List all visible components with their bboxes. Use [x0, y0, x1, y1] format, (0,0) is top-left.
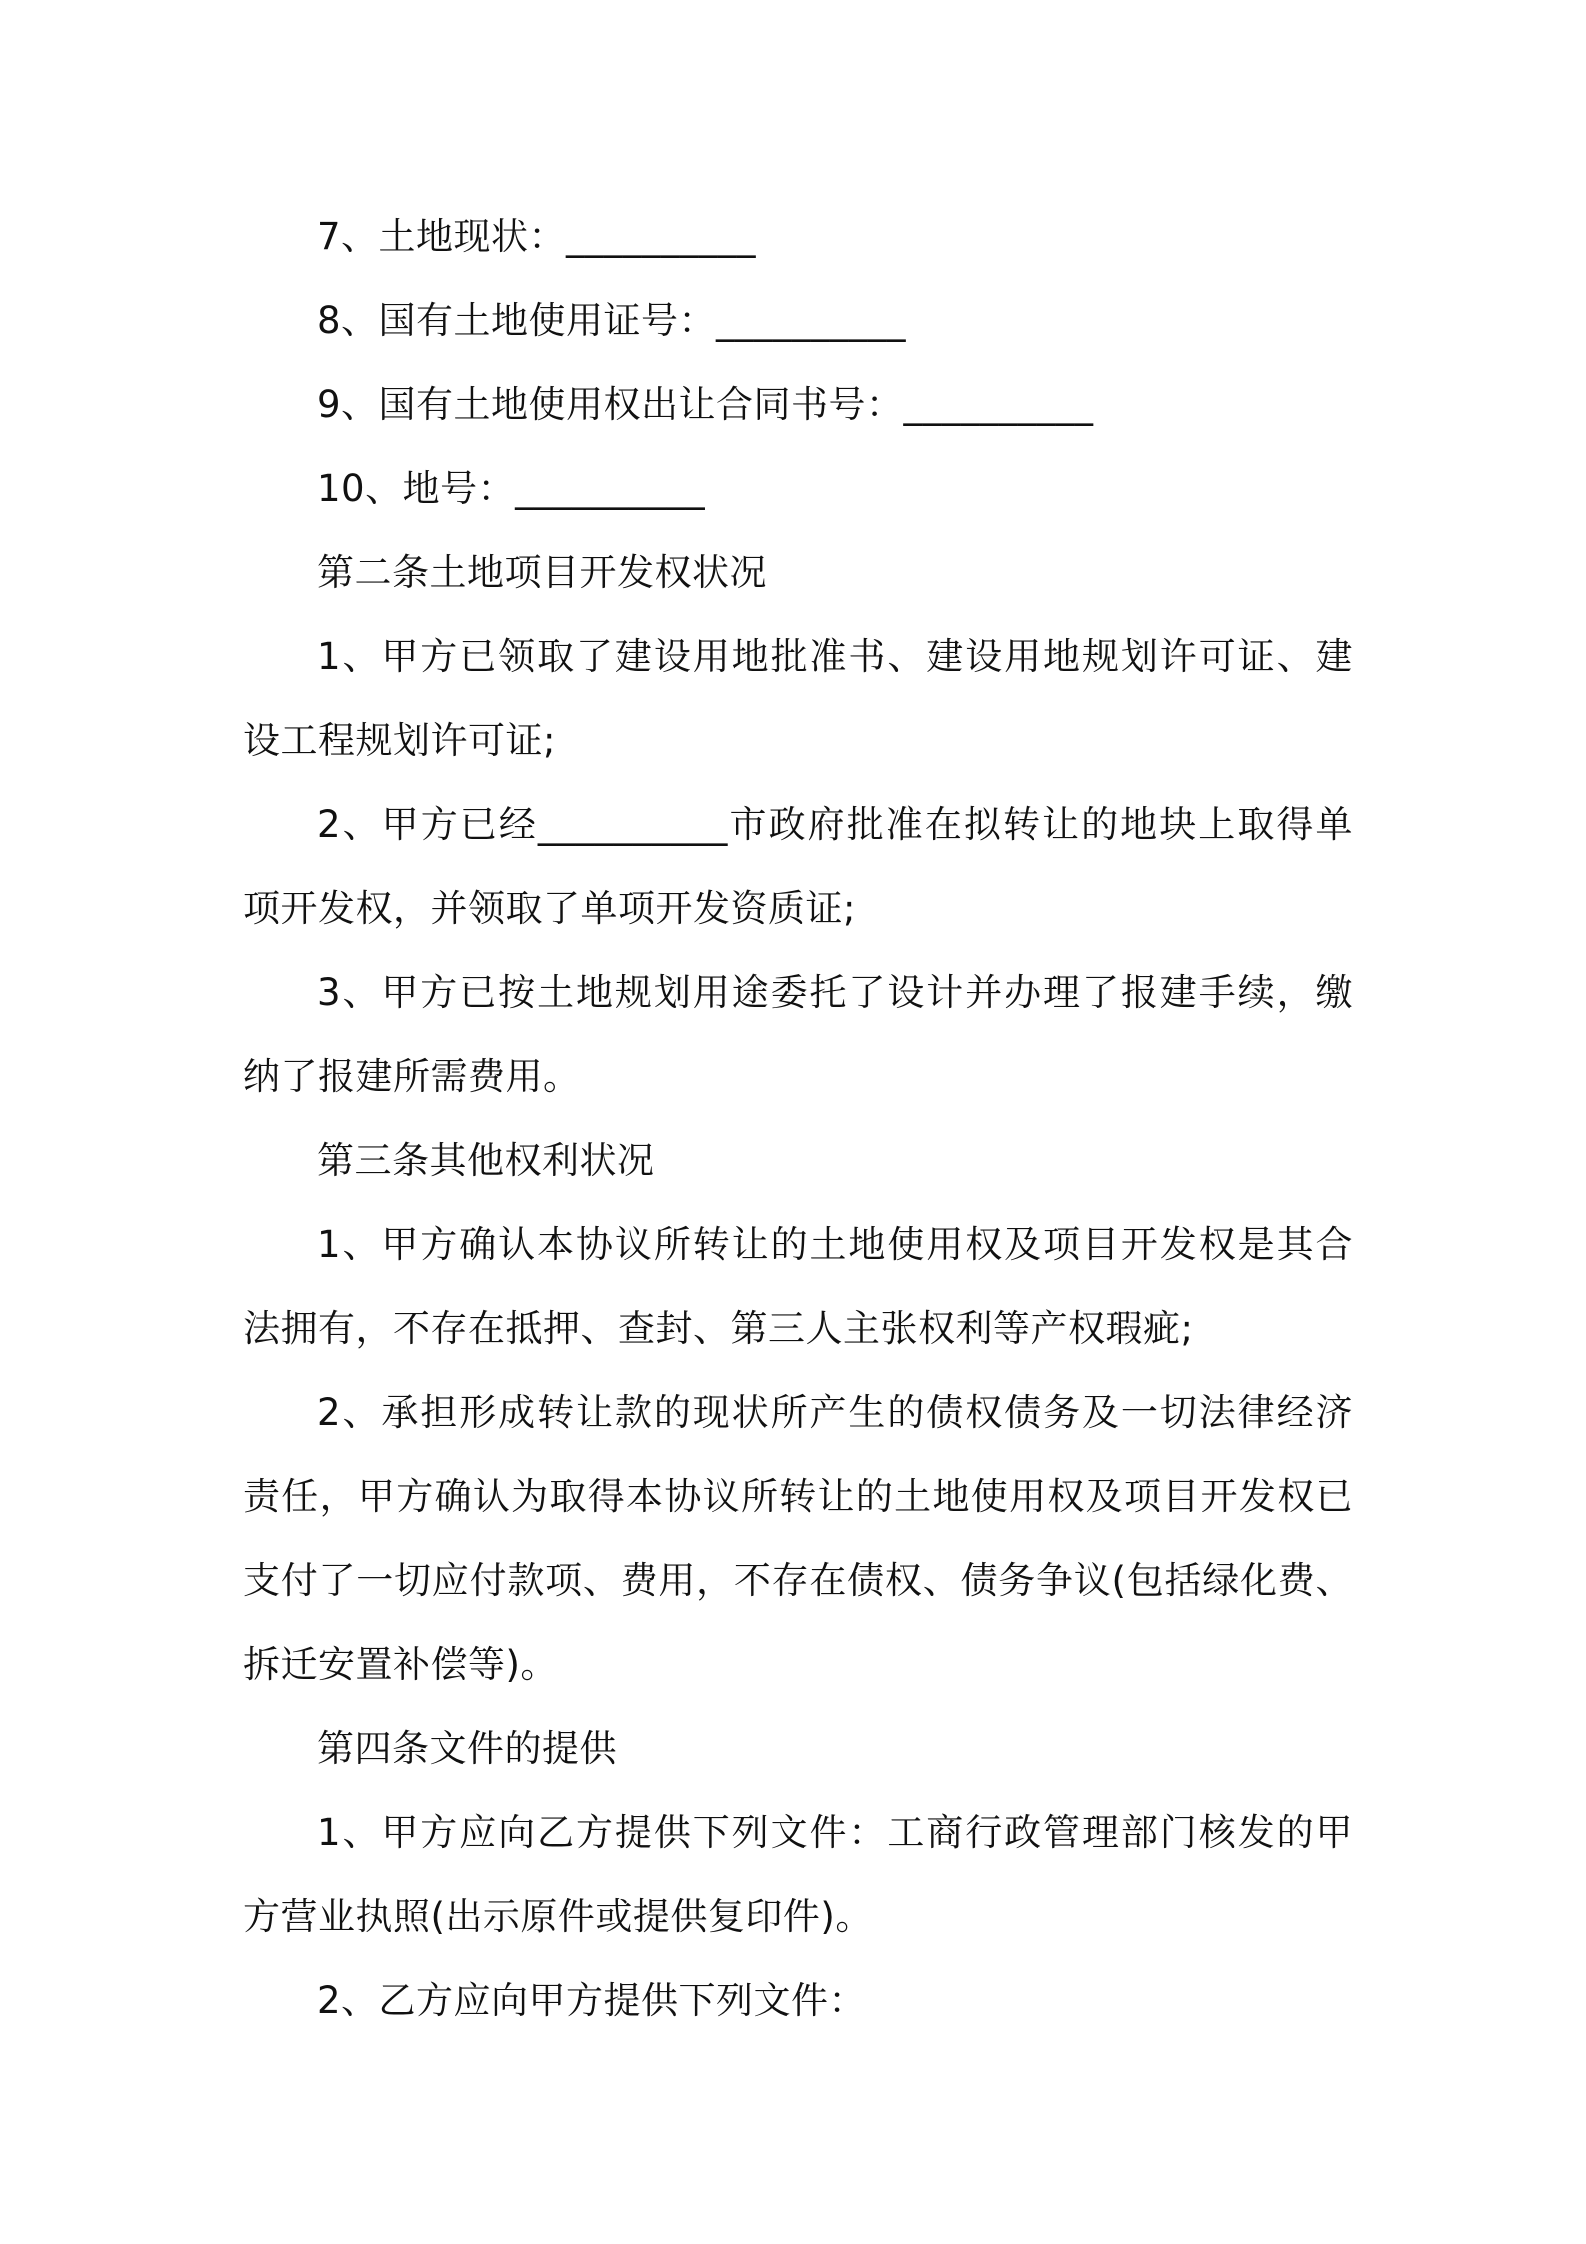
paragraph-land-status: 7、土地现状：__________: [317, 215, 757, 258]
paragraph-lot-number: 10、地号：__________: [317, 467, 706, 510]
section-heading-article-3: 第三条其他权利状况: [317, 1139, 655, 1182]
paragraph-article-2-item-3: 3、甲方已按土地规划用途委托了设计并办理了报建手续，缴纳了报建所需费用。: [243, 971, 1353, 1098]
paragraph-article-3-item-1: 1、甲方确认本协议所转让的土地使用权及项目开发权是其合法拥有，不存在抵押、查封、第三人主张权利等产权瑕疵;: [243, 1223, 1353, 1350]
paragraph-article-4-item-2: 2、乙方应向甲方提供下列文件：: [317, 1979, 867, 2022]
document-body: [243, 195, 1353, 2043]
paragraph-transfer-contract-number: 9、国有土地使用权出让合同书号：__________: [317, 383, 1094, 426]
paragraph-article-3-item-2: 2、承担形成转让款的现状所产生的债权债务及一切法律经济责任，甲方确认为取得本协议所转让的土地使用权及项目开发权已支付了一切应付款项、费用，不存在债权、债务争议(包括绿化费、拆迁安置补偿等)。: [243, 1391, 1353, 1686]
section-heading-article-2: 第二条土地项目开发权状况: [317, 551, 767, 594]
paragraph-article-2-item-1: 1、甲方已领取了建设用地批准书、建设用地规划许可证、建设工程规划许可证;: [243, 635, 1353, 762]
paragraph-article-2-item-2: 2、甲方已经__________市政府批准在拟转让的地块上取得单项开发权，并领取了单项开发资质证;: [243, 803, 1353, 930]
section-heading-article-4: 第四条文件的提供: [317, 1727, 617, 1770]
paragraph-land-certificate-number: 8、国有土地使用证号：__________: [317, 299, 907, 342]
paragraph-article-4-item-1: 1、甲方应向乙方提供下列文件：工商行政管理部门核发的甲方营业执照(出示原件或提供复印件)。: [243, 1811, 1353, 1938]
